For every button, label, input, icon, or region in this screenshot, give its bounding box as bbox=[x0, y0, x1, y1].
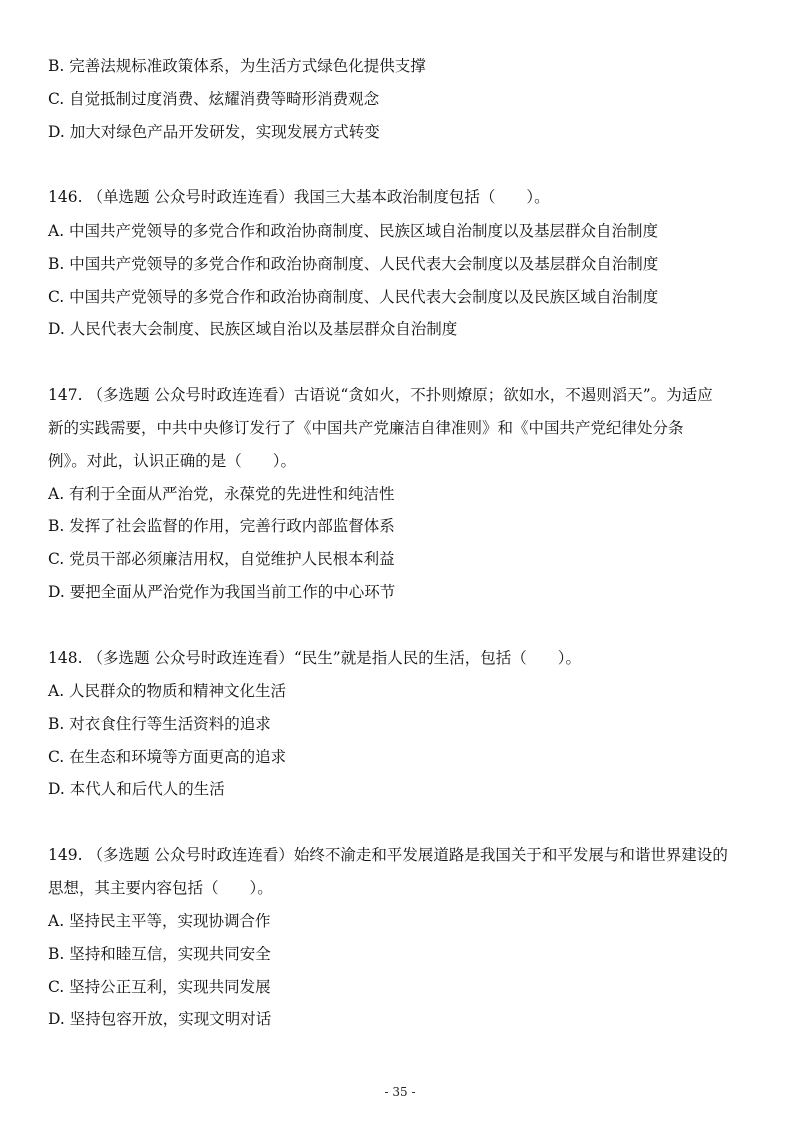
option-d: D. 坚持包容开放，实现文明对话 bbox=[48, 1010, 272, 1028]
option-c: C. 坚持公正互利，实现共同发展 bbox=[48, 978, 271, 996]
option-b: B. 对衣食住行等生活资料的追求 bbox=[48, 715, 271, 733]
option-d: D. 要把全面从严治党作为我国当前工作的中心环节 bbox=[48, 583, 396, 601]
option-b-prev: B. 完善法规标准政策体系，为生活方式绿色化提供支撑 bbox=[48, 57, 426, 75]
option-b: B. 坚持和睦互信，实现共同安全 bbox=[48, 945, 271, 963]
option-d: D. 人民代表大会制度、民族区域自治以及基层群众自治制度 bbox=[48, 320, 458, 338]
question-stem: 149. （多选题 公众号时政连连看）始终不渝走和平发展道路是我国关于和平发展与和谐世界建设的 bbox=[48, 846, 728, 864]
option-a: A. 坚持民主平等，实现协调合作 bbox=[48, 912, 271, 930]
option-c-prev: C. 自觉抵制过度消费、炫耀消费等畸形消费观念 bbox=[48, 90, 380, 108]
option-d-prev: D. 加大对绿色产品开发研发，实现发展方式转变 bbox=[48, 123, 380, 141]
option-a: A. 人民群众的物质和精神文化生活 bbox=[48, 682, 287, 700]
option-b: B. 中国共产党领导的多党合作和政治协商制度、人民代表大会制度以及基层群众自治制度 bbox=[48, 255, 659, 273]
question-stem: 146. （单选题 公众号时政连连看）我国三大基本政治制度包括（ ）。 bbox=[48, 188, 550, 206]
option-c: C. 中国共产党领导的多党合作和政治协商制度、人民代表大会制度以及民族区域自治制度 bbox=[48, 288, 659, 306]
question-stem-cont: 例》。对此，认识正确的是（ ）。 bbox=[48, 452, 297, 470]
option-a: A. 中国共产党领导的多党合作和政治协商制度、民族区域自治制度以及基层群众自治制度 bbox=[48, 222, 659, 240]
page-number: - 35 - bbox=[384, 1085, 416, 1099]
question-stem: 148. （多选题 公众号时政连连看）“民生”就是指人民的生活，包括（ ）。 bbox=[48, 649, 581, 667]
question-stem: 147. （多选题 公众号时政连连看）古语说“贪如火，不扑则燎原；欲如水，不遏则滔天”。为适应 bbox=[48, 386, 713, 404]
option-c: C. 在生态和环境等方面更高的追求 bbox=[48, 748, 287, 766]
question-stem-cont: 思想，其主要内容包括（ ）。 bbox=[48, 879, 273, 897]
option-a: A. 有利于全面从严治党，永葆党的先进性和纯洁性 bbox=[48, 485, 395, 503]
question-stem-cont: 新的实践需要，中共中央修订发行了《中国共产党廉洁自律准则》和《中国共产党纪律处分条 bbox=[48, 419, 684, 437]
option-b: B. 发挥了社会监督的作用，完善行政内部监督体系 bbox=[48, 517, 395, 535]
option-c: C. 党员干部必须廉洁用权，自觉维护人民根本利益 bbox=[48, 550, 395, 568]
option-d: D. 本代人和后代人的生活 bbox=[48, 780, 225, 798]
